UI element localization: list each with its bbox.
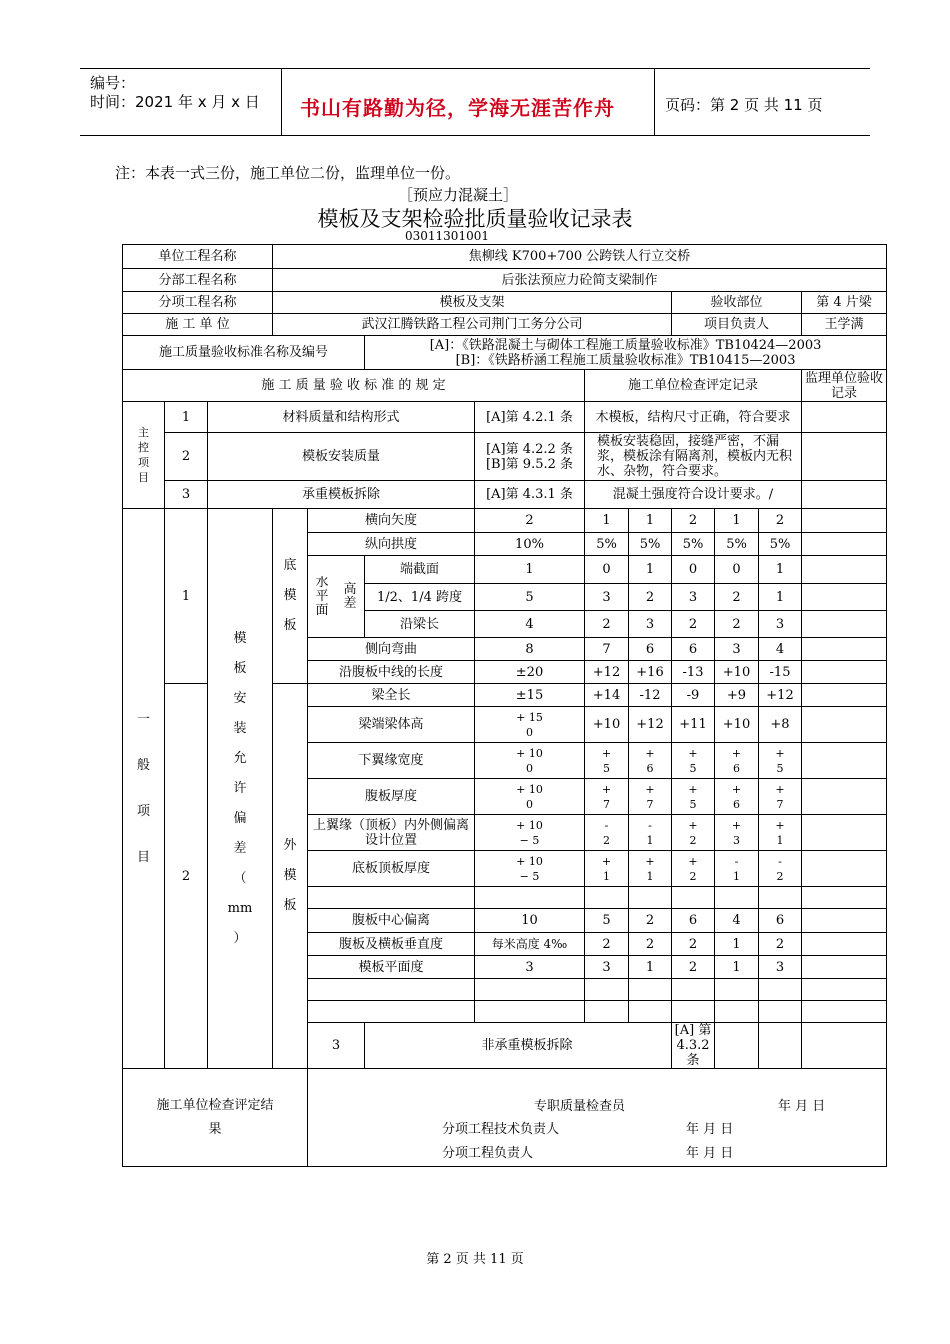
gen-item: 腹板厚度 (308, 779, 475, 815)
gen-allow: + 15 0 (475, 707, 585, 743)
empty-cell (308, 1001, 475, 1023)
gen-allow: ±20 (475, 661, 585, 684)
gen-val: +12 (585, 661, 629, 684)
gen-val: + 5 (585, 743, 629, 779)
gen-val: -15 (759, 661, 802, 684)
gen-val: 2 (672, 933, 715, 956)
empty-cell (308, 887, 475, 909)
empty-cell (715, 979, 759, 1001)
empty-cell (672, 887, 715, 909)
gen-val: 3 (759, 956, 802, 979)
gen-val: 3 (585, 584, 629, 611)
tech-lead-date: 年 月 日 (686, 1122, 734, 1137)
accept-part-label: 验收部位 (672, 292, 802, 314)
gen-val: - 2 (759, 851, 802, 887)
gen-val: + 1 (585, 851, 629, 887)
main-row-record: 模板安装稳固，接缝严密，不漏浆，模板涂有隔离剂，模板内无积水、杂物，符合要求。 (585, 433, 802, 481)
gen-val: 1 (629, 509, 672, 533)
empty-cell (802, 1023, 887, 1069)
main-control-label: 主控项目 (123, 402, 165, 509)
gen-supervise (802, 779, 887, 815)
gen-allow: + 10 0 (475, 779, 585, 815)
gen-item: 腹板中心偏离 (308, 909, 475, 933)
gen-val: 3 (715, 638, 759, 661)
gen-supervise (802, 815, 887, 851)
gen-val: 5% (672, 533, 715, 556)
gen-val: - 1 (629, 815, 672, 851)
main-row-no: 3 (165, 481, 208, 509)
note: 注：本表一式三份，施工单位二份，监理单位一份。 (115, 164, 461, 182)
gen-val: 2 (759, 509, 802, 533)
lead-date: 年 月 日 (686, 1146, 734, 1161)
gen-val: 2 (629, 909, 672, 933)
general-label-text: 一 般 项 目 (136, 711, 150, 865)
pm-label: 项目负责人 (672, 314, 802, 336)
main-row-clause: [A]第 4.3.1 条 (475, 481, 585, 509)
gen-allow: 3 (475, 956, 585, 979)
gen-supervise (802, 707, 887, 743)
general-no-1: 1 (165, 509, 208, 684)
gen-supervise (802, 556, 887, 584)
gen-val: 0 (585, 556, 629, 584)
gen-val: + 1 (759, 815, 802, 851)
time-label: 时间：2021 年 x 月 x 日 (90, 93, 260, 111)
gen-supervise (802, 684, 887, 707)
gen-val: + 6 (715, 779, 759, 815)
inspection-table (122, 244, 887, 1167)
group-label (208, 509, 273, 1069)
gen-item: 底板顶板厚度 (308, 851, 475, 887)
gen-val: + 1 (629, 851, 672, 887)
nonbearing-no: 3 (308, 1023, 365, 1069)
empty-cell (475, 887, 585, 909)
gen-val: + 2 (672, 815, 715, 851)
gen-val: 2 (629, 584, 672, 611)
gen-val: + 7 (585, 779, 629, 815)
gen-val: +14 (585, 684, 629, 707)
gen-supervise (802, 956, 887, 979)
gen-val: 1 (715, 509, 759, 533)
gen-val: +12 (759, 684, 802, 707)
gen-val: 1 (759, 584, 802, 611)
gen-allow: 2 (475, 509, 585, 533)
main-row-item: 材料质量和结构形式 (208, 402, 475, 433)
standard-a: [A]：《铁路混凝土与砌体工程施工质量验收标准》TB10424—2003 (429, 337, 822, 353)
gen-val: + 6 (715, 743, 759, 779)
gen-allow: 4 (475, 611, 585, 638)
empty-cell (802, 887, 887, 909)
gen-val: -9 (672, 684, 715, 707)
main-row-no: 2 (165, 433, 208, 481)
empty-cell (802, 979, 887, 1001)
gen-supervise (802, 743, 887, 779)
gen-allow: 5 (475, 584, 585, 611)
gen-val: 5% (629, 533, 672, 556)
level-height-inner (308, 576, 364, 618)
empty-cell (585, 887, 629, 909)
empty-cell (308, 979, 475, 1001)
gen-item: 沿梁长 (365, 611, 475, 638)
gen-allow: 1 (475, 556, 585, 584)
gen-item: 下翼缘宽度 (308, 743, 475, 779)
gen-val: + 2 (672, 851, 715, 887)
lead-label: 分项工程负责人 (442, 1146, 534, 1161)
gen-val: -12 (629, 684, 672, 707)
gen-val: 3 (585, 956, 629, 979)
gen-val: 2 (629, 933, 672, 956)
gen-supervise (802, 661, 887, 684)
unit-project-value: 焦柳线 K700+700 公跨铁人行立交桥 (273, 245, 887, 269)
gen-val: 1 (629, 956, 672, 979)
gen-val: 3 (672, 584, 715, 611)
main-row-clause: [A]第 4.2.2 条 [B]第 9.5.2 条 (475, 433, 585, 481)
empty-cell (715, 1023, 759, 1069)
empty-cell (672, 1001, 715, 1023)
level-height-label (308, 556, 365, 638)
empty-cell (629, 887, 672, 909)
motto: 书山有路勤为径，学海无涯苦作舟 (300, 96, 615, 120)
gen-val: 2 (672, 956, 715, 979)
gen-supervise (802, 933, 887, 956)
general-rows (123, 509, 887, 1069)
gen-allow: 10 (475, 909, 585, 933)
gen-val: 4 (759, 638, 802, 661)
gen-val: 2 (759, 933, 802, 956)
gen-allow: 8 (475, 638, 585, 661)
page-footer: 第 2 页 共 11 页 (426, 1252, 524, 1267)
gen-supervise (802, 584, 887, 611)
contractor-value: 武汉江腾铁路工程公司荆门工务分公司 (273, 314, 672, 336)
gen-val: +8 (759, 707, 802, 743)
gen-supervise (802, 611, 887, 638)
gen-item: 端截面 (365, 556, 475, 584)
check-header: 施工单位检查评定记录 (585, 370, 802, 402)
main-row-clause: [A]第 4.2.1 条 (475, 402, 585, 433)
gen-val: 6 (672, 638, 715, 661)
gen-val: 2 (715, 611, 759, 638)
main-row-supervise (802, 402, 887, 433)
gen-allow: ±15 (475, 684, 585, 707)
accept-part-value: 第 4 片梁 (802, 292, 887, 314)
gen-val: 5% (759, 533, 802, 556)
subtitle: ［预应力混凝土］ (398, 186, 519, 204)
gen-val: - 1 (715, 851, 759, 887)
gen-val: 0 (672, 556, 715, 584)
gen-item: 纵向拱度 (308, 533, 475, 556)
page-title: 模板及支架检验批质量验收记录表 (317, 207, 633, 231)
standard-label: 施工质量验收标准名称及编号 (123, 336, 365, 370)
general-label (123, 509, 165, 1069)
inspector-date: 年 月 日 (778, 1099, 826, 1114)
gen-item: 沿腹板中线的长度 (308, 661, 475, 684)
gen-val: + 5 (672, 779, 715, 815)
gen-val: + 7 (759, 779, 802, 815)
empty-cell (585, 979, 629, 1001)
nonbearing-item: 非承重模板拆除 (365, 1023, 672, 1069)
main-row-item: 模板安装质量 (208, 433, 475, 481)
group-label-text: 模 板 安 装 允 许 偏 差 （ mm ） (227, 630, 253, 946)
height-diff-label: 高 差 (343, 581, 357, 611)
level-label: 水 平 面 (315, 575, 329, 618)
gen-val: 5 (585, 909, 629, 933)
main-row-supervise (802, 481, 887, 509)
gen-val: +10 (715, 707, 759, 743)
gen-item: 模板平面度 (308, 956, 475, 979)
gen-val: 2 (585, 611, 629, 638)
empty-cell (715, 887, 759, 909)
gen-val: +9 (715, 684, 759, 707)
gen-allow: + 10 0 (475, 743, 585, 779)
gen-item: 1/2、1/4 跨度 (365, 584, 475, 611)
gen-val: + 5 (759, 743, 802, 779)
gen-supervise (802, 909, 887, 933)
gen-val: - 2 (585, 815, 629, 851)
spec-header: 施 工 质 量 验 收 标 准 的 规 定 (123, 370, 585, 402)
gen-val: 3 (759, 611, 802, 638)
supervise-header: 监理单位验收记录 (802, 370, 887, 402)
gen-allow: 每米高度 4‰ (475, 933, 585, 956)
gen-val: 6 (629, 638, 672, 661)
gen-val: + 7 (629, 779, 672, 815)
gen-allow: + 10 − 5 (475, 815, 585, 851)
empty-cell (802, 1001, 887, 1023)
gen-supervise (802, 509, 887, 533)
gen-val: 1 (759, 556, 802, 584)
standard-names (365, 336, 887, 370)
main-row-no: 1 (165, 402, 208, 433)
main-row-record: 木模板，结构尺寸正确，符合要求 (585, 402, 802, 433)
contractor-label: 施 工 单 位 (123, 314, 273, 336)
division-label: 分部工程名称 (123, 269, 273, 292)
empty-cell (759, 979, 802, 1001)
pm-value: 王学满 (802, 314, 887, 336)
gen-val: -13 (672, 661, 715, 684)
empty-cell (629, 1001, 672, 1023)
empty-cell (475, 979, 585, 1001)
result-sign-area (308, 1069, 887, 1167)
gen-val: 3 (629, 611, 672, 638)
gen-item: 腹板及横板垂直度 (308, 933, 475, 956)
gen-val: + 3 (715, 815, 759, 851)
gen-supervise (802, 638, 887, 661)
gen-val: 2 (585, 933, 629, 956)
gen-val: 0 (715, 556, 759, 584)
empty-cell (629, 979, 672, 1001)
page-label: 页码：第 2 页 共 11 页 (665, 96, 823, 114)
division-value: 后张法预应力砼简支梁制作 (273, 269, 887, 292)
main-row-record: 混凝土强度符合设计要求。/ (585, 481, 802, 509)
code-label: 编号： (90, 74, 136, 92)
gen-val: +16 (629, 661, 672, 684)
inspector-label: 专职质量检查员 (534, 1099, 626, 1114)
empty-cell (585, 1001, 629, 1023)
gen-val: +10 (715, 661, 759, 684)
gen-allow: + 10 − 5 (475, 851, 585, 887)
gen-item: 横向矢度 (308, 509, 475, 533)
gen-val: 6 (759, 909, 802, 933)
gen-val: 2 (672, 509, 715, 533)
main-row-item: 承重模板拆除 (208, 481, 475, 509)
gen-val: 1 (629, 556, 672, 584)
outer-form-label: 外 模 板 (273, 684, 308, 1069)
gen-allow: 10% (475, 533, 585, 556)
gen-supervise (802, 851, 887, 887)
gen-val: 2 (715, 584, 759, 611)
empty-cell (759, 1023, 802, 1069)
gen-val: +12 (629, 707, 672, 743)
subitem-value: 模板及支架 (273, 292, 672, 314)
standard-b: [B]：《铁路桥涵工程施工质量验收标准》TB10415—2003 (455, 352, 796, 368)
empty-cell (715, 1001, 759, 1023)
gen-val: 4 (715, 909, 759, 933)
gen-val: 1 (585, 509, 629, 533)
gen-item: 上翼缘（顶板）内外侧偏离设计位置 (308, 815, 475, 851)
main-row-supervise (802, 433, 887, 481)
gen-val: +10 (585, 707, 629, 743)
bottom-form-label: 底 模 板 (273, 509, 308, 684)
gen-val: +11 (672, 707, 715, 743)
gen-supervise (802, 533, 887, 556)
empty-cell (475, 1001, 585, 1023)
gen-item: 梁全长 (308, 684, 475, 707)
gen-val: 1 (715, 956, 759, 979)
gen-item: 梁端梁体高 (308, 707, 475, 743)
general-no-2: 2 (165, 684, 208, 1069)
gen-val: + 6 (629, 743, 672, 779)
gen-val: + 5 (672, 743, 715, 779)
empty-cell (759, 1001, 802, 1023)
nonbearing-clause: [A] 第 4.3.2 条 (672, 1023, 715, 1069)
gen-val: 5% (585, 533, 629, 556)
empty-cell (759, 887, 802, 909)
gen-val: 2 (672, 611, 715, 638)
gen-val: 7 (585, 638, 629, 661)
empty-cell (672, 979, 715, 1001)
gen-val: 1 (715, 933, 759, 956)
result-label: 施工单位检查评定结果 (123, 1069, 308, 1167)
unit-project-label: 单位工程名称 (123, 245, 273, 269)
gen-item: 侧向弯曲 (308, 638, 475, 661)
gen-val: 6 (672, 909, 715, 933)
tech-lead-label: 分项工程技术负责人 (442, 1122, 560, 1137)
doc-code: 03011301001 (405, 229, 489, 243)
gen-val: 5% (715, 533, 759, 556)
subitem-label: 分项工程名称 (123, 292, 273, 314)
